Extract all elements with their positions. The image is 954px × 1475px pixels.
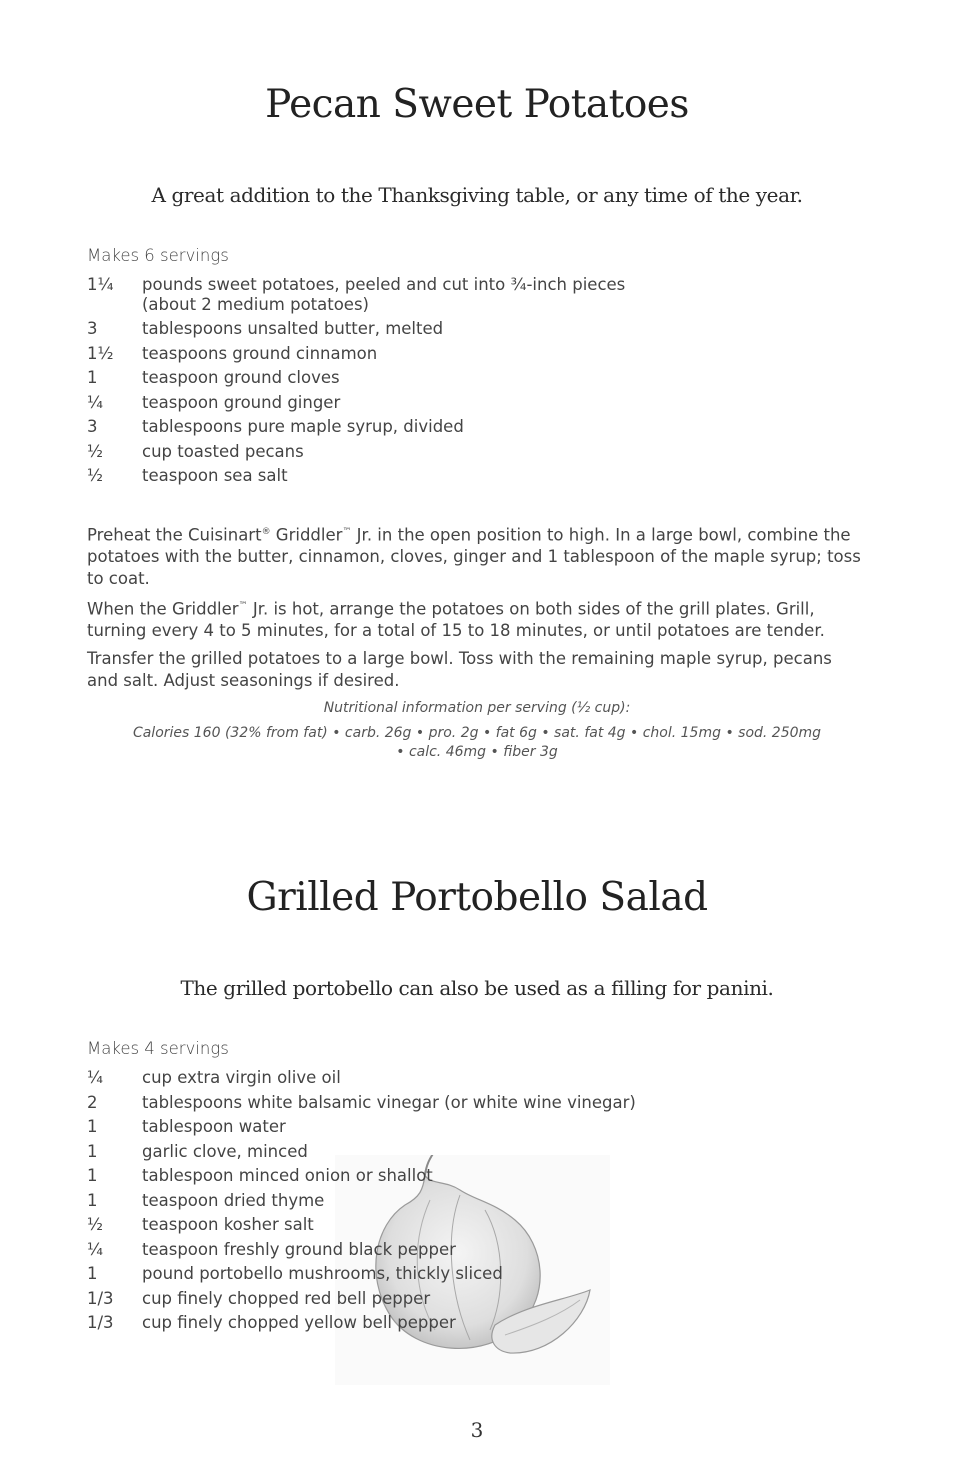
ingredient-desc-line: (about 2 medium potatoes) (142, 294, 369, 314)
recipe-1-ingredient-list (87, 275, 867, 491)
ingredient-desc-line: pounds sweet potatoes, peeled and cut into ¾-inch pieces (142, 275, 626, 294)
ingredient-qty: 1 (87, 1117, 98, 1136)
ingredient-desc: tablespoon minced onion or shallot (142, 1166, 433, 1185)
instruction-step-2 (87, 596, 867, 642)
ingredient-qty: ½ (87, 441, 103, 461)
ingredient-desc: tablespoons white balsamic vinegar (or white wine vinegar) (142, 1092, 636, 1112)
ingredient-desc (142, 275, 867, 314)
ingredient-qty: ¼ (87, 392, 103, 412)
nutrition-line: • calc. 46mg • fiber 3g (396, 744, 558, 760)
ingredient-qty: 1 (87, 1166, 98, 1185)
trademark-mark: ™ (342, 527, 352, 537)
step-text: Preheat the Cuisinart (87, 525, 262, 545)
ingredient-desc: teaspoon freshly ground black pepper (142, 1239, 456, 1259)
ingredient-item (87, 466, 867, 486)
ingredient-desc: teaspoon ground cloves (142, 368, 340, 387)
ingredient-desc: garlic clove, minced (142, 1141, 308, 1161)
ingredient-desc: tablespoons pure maple syrup, divided (142, 417, 464, 436)
ingredient-item (87, 442, 867, 462)
recipe-2-subtitle: The grilled portobello can also be used as a filling for panini. (180, 976, 774, 1000)
ingredient-desc: pound portobello mushrooms, thickly sliced (142, 1264, 503, 1283)
registered-mark: ® (261, 527, 271, 537)
ingredient-desc: cup toasted pecans (142, 441, 304, 461)
ingredient-desc: cup finely chopped yellow bell pepper (142, 1313, 456, 1332)
ingredient-desc: teaspoon kosher salt (142, 1215, 314, 1234)
step-text: Griddler (270, 525, 343, 545)
ingredient-qty: 2 (87, 1092, 98, 1112)
ingredient-item (87, 1068, 867, 1088)
step-text: Jr. is hot, arrange the potatoes on both sides of the grill plates. Grill, turning every 4 to 5 minutes, for a total of 15 to 18 minutes, or until potatoes are tender. (87, 599, 825, 640)
ingredient-desc: tablespoons unsalted butter, melted (142, 319, 444, 338)
ingredient-desc: tablespoon water (142, 1117, 286, 1136)
ingredient-qty: ½ (87, 466, 103, 485)
recipe-2-servings: Makes 4 servings (87, 1039, 229, 1058)
ingredient-qty: 1¼ (87, 275, 114, 294)
recipe-1-title: Pecan Sweet Potatoes (265, 82, 689, 127)
ingredient-qty: ½ (87, 1215, 103, 1234)
recipe-1-servings: Makes 6 servings (87, 246, 229, 265)
ingredient-qty: 1½ (87, 343, 114, 363)
ingredient-item (87, 1240, 867, 1260)
ingredient-item (87, 1093, 867, 1113)
ingredient-item (87, 368, 867, 388)
ingredient-item (87, 1289, 867, 1309)
ingredient-qty: 1 (87, 1264, 98, 1283)
instruction-step-1 (87, 522, 867, 589)
ingredient-qty: 3 (87, 319, 98, 338)
ingredient-qty: ¼ (87, 1068, 103, 1087)
page-number: 3 (470, 1418, 484, 1442)
ingredient-qty: 1 (87, 1190, 98, 1210)
ingredient-qty: 1 (87, 368, 98, 387)
ingredient-item (87, 319, 867, 339)
trademark-mark: ™ (238, 601, 248, 611)
ingredient-qty: ¼ (87, 1239, 103, 1259)
ingredient-desc: teaspoons ground cinnamon (142, 343, 378, 363)
ingredient-item (87, 1142, 867, 1162)
ingredient-item (87, 1215, 867, 1235)
ingredient-item (87, 1166, 867, 1186)
ingredient-item (87, 1117, 867, 1137)
ingredient-item (87, 1191, 867, 1211)
ingredient-qty: 1/3 (87, 1313, 114, 1332)
nutrition-info (110, 724, 844, 762)
ingredient-desc: cup extra virgin olive oil (142, 1068, 341, 1087)
nutrition-line: Calories 160 (32% from fat) • carb. 26g • pro. 2g • fat 6g • sat. fat 4g • chol. 15mg • sod. 250mg (132, 725, 822, 741)
ingredient-item (87, 393, 867, 413)
instruction-step-3: Transfer the grilled potatoes to a large bowl. Toss with the remaining maple syrup, pecans and salt. Adjust seasonings if desired. (87, 649, 832, 690)
ingredient-qty: 3 (87, 417, 98, 436)
ingredient-qty: 1/3 (87, 1288, 114, 1308)
ingredient-desc: teaspoon dried thyme (142, 1190, 325, 1210)
recipe-1-subtitle: A great addition to the Thanksgiving table, or any time of the year. (151, 183, 803, 207)
ingredient-item (87, 275, 867, 314)
recipe-2-ingredient-list (87, 1068, 867, 1338)
ingredient-desc: teaspoon sea salt (142, 466, 288, 485)
ingredient-qty: 1 (87, 1141, 98, 1161)
ingredient-item (87, 417, 867, 437)
ingredient-desc: cup finely chopped red bell pepper (142, 1288, 431, 1308)
ingredient-item (87, 1264, 867, 1284)
ingredient-item (87, 1313, 867, 1333)
step-text: When the Griddler (87, 599, 239, 619)
ingredient-item (87, 344, 867, 364)
nutrition-heading: Nutritional information per serving (½ cup): (323, 700, 631, 716)
step-text: Jr. in the open position to high. In a large bowl, combine the potatoes with the butter, cinnamon, cloves, ginger and 1 tablespoon of the maple syrup; toss to coat. (87, 525, 861, 588)
recipe-2-title: Grilled Portobello Salad (246, 875, 708, 920)
ingredient-desc: teaspoon ground ginger (142, 392, 341, 412)
